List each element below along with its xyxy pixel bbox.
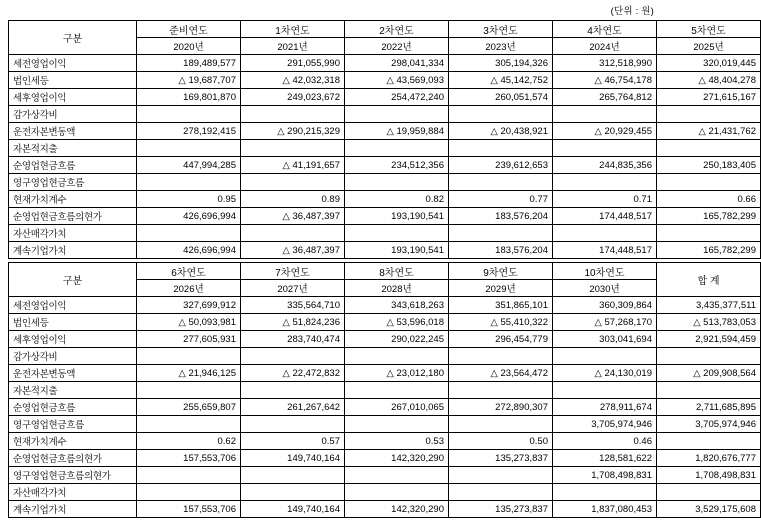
bottom-cell: △ 23,564,472 <box>449 365 553 382</box>
top-period-header-4: 4차연도 <box>553 21 657 38</box>
top-cell: 271,615,167 <box>657 89 761 106</box>
bottom-cell: 3,529,175,608 <box>657 501 761 518</box>
top-cell <box>449 140 553 157</box>
top-cell: 174,448,517 <box>553 242 657 259</box>
top-cell <box>449 174 553 191</box>
bottom-cell: 283,740,474 <box>241 331 345 348</box>
bottom-cell: △ 51,824,236 <box>241 314 345 331</box>
bottom-cell: 296,454,779 <box>449 331 553 348</box>
unit-note: (단위 : 원) <box>610 6 654 17</box>
table-row <box>9 89 761 106</box>
top-cell <box>657 106 761 123</box>
top-cell <box>553 225 657 242</box>
bottom-cell <box>449 467 553 484</box>
top-cell <box>345 106 449 123</box>
bottom-period-header-3: 9차연도 <box>449 263 553 280</box>
bottom-cell: 335,564,710 <box>241 297 345 314</box>
table-row <box>9 106 761 123</box>
top-cell: 250,183,405 <box>657 157 761 174</box>
top-cell: △ 41,191,657 <box>241 157 345 174</box>
table-row <box>9 416 761 433</box>
top-cell <box>241 140 345 157</box>
bottom-cell: 0.50 <box>449 433 553 450</box>
bottom-cell: 267,010,065 <box>345 399 449 416</box>
financial-table-bottom <box>8 262 761 518</box>
top-year-header-5: 2025년 <box>657 38 761 55</box>
bottom-year-header-4: 2030년 <box>553 280 657 297</box>
table-row <box>9 242 761 259</box>
top-cell: 189,489,577 <box>137 55 241 72</box>
top-cell <box>137 140 241 157</box>
top-row-label: 영구영업현금흐름 <box>9 174 137 191</box>
top-cell: 165,782,299 <box>657 208 761 225</box>
bottom-cell: 0.62 <box>137 433 241 450</box>
bottom-cell: △ 209,908,564 <box>657 365 761 382</box>
bottom-row-label: 운전자본변동액 <box>9 365 137 382</box>
top-cell <box>657 174 761 191</box>
bottom-cell: 135,273,837 <box>449 450 553 467</box>
bottom-cell: 142,320,290 <box>345 450 449 467</box>
top-cell: 0.89 <box>241 191 345 208</box>
top-cell: △ 42,032,318 <box>241 72 345 89</box>
bottom-period-header-2: 8차연도 <box>345 263 449 280</box>
top-cell: 312,518,990 <box>553 55 657 72</box>
top-cell <box>553 106 657 123</box>
top-cell: 265,764,812 <box>553 89 657 106</box>
bottom-cell: 1,708,498,831 <box>657 467 761 484</box>
top-year-header-4: 2024년 <box>553 38 657 55</box>
table-row <box>9 399 761 416</box>
table-row <box>9 382 761 399</box>
top-cell: △ 20,929,455 <box>553 123 657 140</box>
top-cell <box>449 106 553 123</box>
table-row <box>9 55 761 72</box>
bottom-cell <box>449 348 553 365</box>
top-cell <box>137 106 241 123</box>
top-cell: △ 20,438,921 <box>449 123 553 140</box>
top-row-label: 법인세등 <box>9 72 137 89</box>
bottom-row-label: 영구영업현금흐름의현가 <box>9 467 137 484</box>
bottom-cell: 0.53 <box>345 433 449 450</box>
top-period-header-row <box>9 21 761 38</box>
bottom-row-label: 순영업현금흐름 <box>9 399 137 416</box>
top-row-label: 세후영업이익 <box>9 89 137 106</box>
top-cell <box>241 225 345 242</box>
top-cell: △ 43,569,093 <box>345 72 449 89</box>
top-cell: △ 46,754,178 <box>553 72 657 89</box>
table-row <box>9 208 761 225</box>
bottom-year-header-0: 2026년 <box>137 280 241 297</box>
bottom-cell: 149,740,164 <box>241 450 345 467</box>
bottom-cell <box>241 348 345 365</box>
top-cell: 169,801,870 <box>137 89 241 106</box>
top-period-header-5: 5차연도 <box>657 21 761 38</box>
bottom-cell: 351,865,101 <box>449 297 553 314</box>
top-cell: 183,576,204 <box>449 242 553 259</box>
bottom-cell <box>553 484 657 501</box>
bottom-cell: 0.57 <box>241 433 345 450</box>
bottom-cell: 1,837,080,453 <box>553 501 657 518</box>
bottom-cell <box>241 467 345 484</box>
table-row <box>9 191 761 208</box>
top-row-label: 현재가치계수 <box>9 191 137 208</box>
top-cell <box>137 174 241 191</box>
top-cell: △ 19,687,707 <box>137 72 241 89</box>
bottom-row-label: 자본적지출 <box>9 382 137 399</box>
table-row <box>9 174 761 191</box>
bottom-cell: △ 513,783,053 <box>657 314 761 331</box>
top-cell: 0.66 <box>657 191 761 208</box>
bottom-cell <box>345 416 449 433</box>
top-cell: △ 36,487,397 <box>241 208 345 225</box>
top-cell <box>241 174 345 191</box>
top-row-label: 순영업현금흐름의현가 <box>9 208 137 225</box>
bottom-cell: 135,273,837 <box>449 501 553 518</box>
table-row <box>9 297 761 314</box>
top-cell: 239,612,653 <box>449 157 553 174</box>
top-cell: 0.71 <box>553 191 657 208</box>
top-cell: △ 36,487,397 <box>241 242 345 259</box>
bottom-year-header-3: 2029년 <box>449 280 553 297</box>
bottom-cell <box>345 382 449 399</box>
bottom-cell: 0.46 <box>553 433 657 450</box>
bottom-cell <box>657 484 761 501</box>
bottom-row-label: 현재가치계수 <box>9 433 137 450</box>
bottom-period-header-0: 6차연도 <box>137 263 241 280</box>
bottom-cell: 278,911,674 <box>553 399 657 416</box>
top-cell: 278,192,415 <box>137 123 241 140</box>
top-cell <box>449 225 553 242</box>
top-cell: 0.95 <box>137 191 241 208</box>
top-cell <box>137 225 241 242</box>
bottom-period-header-5: 합 계 <box>657 263 761 297</box>
bottom-cell: 2,711,685,895 <box>657 399 761 416</box>
bottom-cell: 3,705,974,946 <box>553 416 657 433</box>
bottom-cell <box>553 348 657 365</box>
top-cell <box>553 140 657 157</box>
bottom-row-label: 영구영업현금흐름 <box>9 416 137 433</box>
bottom-cell: 290,022,245 <box>345 331 449 348</box>
bottom-period-header-1: 7차연도 <box>241 263 345 280</box>
table-row <box>9 365 761 382</box>
top-row-label: 세전영업이익 <box>9 55 137 72</box>
top-cell: 244,835,356 <box>553 157 657 174</box>
bottom-cell: △ 55,410,322 <box>449 314 553 331</box>
top-row-label: 감가상각비 <box>9 106 137 123</box>
top-cell: 320,019,445 <box>657 55 761 72</box>
bottom-cell: △ 50,093,981 <box>137 314 241 331</box>
top-year-header-0: 2020년 <box>137 38 241 55</box>
top-cell: 234,512,356 <box>345 157 449 174</box>
top-row-label: 자산매각가치 <box>9 225 137 242</box>
bottom-cell <box>137 484 241 501</box>
top-period-header-0: 준비연도 <box>137 21 241 38</box>
top-cell: 426,696,994 <box>137 208 241 225</box>
bottom-cell <box>657 433 761 450</box>
bottom-row-label: 감가상각비 <box>9 348 137 365</box>
bottom-cell <box>241 484 345 501</box>
bottom-cell <box>241 416 345 433</box>
top-cell: 193,190,541 <box>345 242 449 259</box>
top-cell: 260,051,574 <box>449 89 553 106</box>
top-cell: △ 45,142,752 <box>449 72 553 89</box>
top-cell: 183,576,204 <box>449 208 553 225</box>
bottom-row-label: 순영업현금흐름의현가 <box>9 450 137 467</box>
top-row-label: 자본적지출 <box>9 140 137 157</box>
bottom-cell: △ 23,012,180 <box>345 365 449 382</box>
bottom-cell <box>241 382 345 399</box>
bottom-cell <box>345 348 449 365</box>
bottom-cell: 303,041,694 <box>553 331 657 348</box>
top-row-label: 운전자본변동액 <box>9 123 137 140</box>
top-cell: 249,023,672 <box>241 89 345 106</box>
top-period-header-2: 2차연도 <box>345 21 449 38</box>
top-cell: 426,696,994 <box>137 242 241 259</box>
bottom-cell: 277,605,931 <box>137 331 241 348</box>
bottom-cell <box>137 348 241 365</box>
bottom-cell <box>553 382 657 399</box>
top-cell <box>345 140 449 157</box>
bottom-cell: 1,708,498,831 <box>553 467 657 484</box>
top-cell: 0.82 <box>345 191 449 208</box>
bottom-cell <box>137 467 241 484</box>
top-period-header-1: 1차연도 <box>241 21 345 38</box>
bottom-period-header-row <box>9 263 761 280</box>
bottom-cell: 255,659,807 <box>137 399 241 416</box>
bottom-cell <box>449 484 553 501</box>
top-year-header-2: 2022년 <box>345 38 449 55</box>
bottom-cell: 3,705,974,946 <box>657 416 761 433</box>
bottom-row-label: 자산매각가치 <box>9 484 137 501</box>
top-cell <box>657 140 761 157</box>
table-row <box>9 331 761 348</box>
bottom-header-label: 구분 <box>9 263 137 297</box>
bottom-year-header-2: 2028년 <box>345 280 449 297</box>
table-row <box>9 467 761 484</box>
table-row <box>9 484 761 501</box>
bottom-cell: 157,553,706 <box>137 501 241 518</box>
bottom-cell: △ 21,946,125 <box>137 365 241 382</box>
bottom-cell: 1,820,676,777 <box>657 450 761 467</box>
bottom-cell: 149,740,164 <box>241 501 345 518</box>
bottom-cell <box>657 348 761 365</box>
top-cell: 0.77 <box>449 191 553 208</box>
bottom-cell: 142,320,290 <box>345 501 449 518</box>
bottom-cell <box>449 382 553 399</box>
bottom-cell: 327,699,912 <box>137 297 241 314</box>
bottom-cell: 157,553,706 <box>137 450 241 467</box>
top-row-label: 순영업현금흐름 <box>9 157 137 174</box>
bottom-row-label: 계속기업가치 <box>9 501 137 518</box>
bottom-period-header-4: 10차연도 <box>553 263 657 280</box>
table-row <box>9 140 761 157</box>
bottom-cell <box>137 382 241 399</box>
bottom-row-label: 세전영업이익 <box>9 297 137 314</box>
bottom-cell: 261,267,642 <box>241 399 345 416</box>
table-row <box>9 348 761 365</box>
top-cell <box>657 225 761 242</box>
bottom-cell: 128,581,622 <box>553 450 657 467</box>
top-cell: 174,448,517 <box>553 208 657 225</box>
bottom-cell <box>449 416 553 433</box>
bottom-cell <box>657 382 761 399</box>
bottom-cell <box>345 467 449 484</box>
bottom-row-label: 법인세등 <box>9 314 137 331</box>
bottom-cell: 2,921,594,459 <box>657 331 761 348</box>
table-row <box>9 450 761 467</box>
bottom-cell: △ 24,130,019 <box>553 365 657 382</box>
top-cell <box>553 174 657 191</box>
top-cell <box>241 106 345 123</box>
bottom-year-header-1: 2027년 <box>241 280 345 297</box>
top-period-header-3: 3차연도 <box>449 21 553 38</box>
top-cell: 291,055,990 <box>241 55 345 72</box>
top-cell: △ 290,215,329 <box>241 123 345 140</box>
top-cell: 447,994,285 <box>137 157 241 174</box>
top-cell <box>345 225 449 242</box>
top-cell: 254,472,240 <box>345 89 449 106</box>
table-row <box>9 72 761 89</box>
top-year-header-3: 2023년 <box>449 38 553 55</box>
bottom-cell: 272,890,307 <box>449 399 553 416</box>
bottom-cell: 360,309,864 <box>553 297 657 314</box>
top-cell: △ 48,404,278 <box>657 72 761 89</box>
bottom-cell: △ 22,472,832 <box>241 365 345 382</box>
bottom-cell: 343,618,263 <box>345 297 449 314</box>
table-row <box>9 157 761 174</box>
table-row <box>9 501 761 518</box>
top-year-header-1: 2021년 <box>241 38 345 55</box>
top-cell: 165,782,299 <box>657 242 761 259</box>
table-row <box>9 314 761 331</box>
top-cell: 298,041,334 <box>345 55 449 72</box>
bottom-row-label: 세후영업이익 <box>9 331 137 348</box>
table-row <box>9 433 761 450</box>
top-header-label: 구분 <box>9 21 137 55</box>
top-row-label: 계속기업가치 <box>9 242 137 259</box>
top-cell: 305,194,326 <box>449 55 553 72</box>
top-cell: 193,190,541 <box>345 208 449 225</box>
bottom-cell <box>137 416 241 433</box>
top-cell <box>345 174 449 191</box>
financial-table-top <box>8 20 761 259</box>
bottom-cell: △ 53,596,018 <box>345 314 449 331</box>
table-row <box>9 123 761 140</box>
table-row <box>9 225 761 242</box>
top-cell: △ 19,959,884 <box>345 123 449 140</box>
top-cell: △ 21,431,762 <box>657 123 761 140</box>
bottom-cell <box>345 484 449 501</box>
bottom-cell: △ 57,268,170 <box>553 314 657 331</box>
bottom-cell: 3,435,377,511 <box>657 297 761 314</box>
